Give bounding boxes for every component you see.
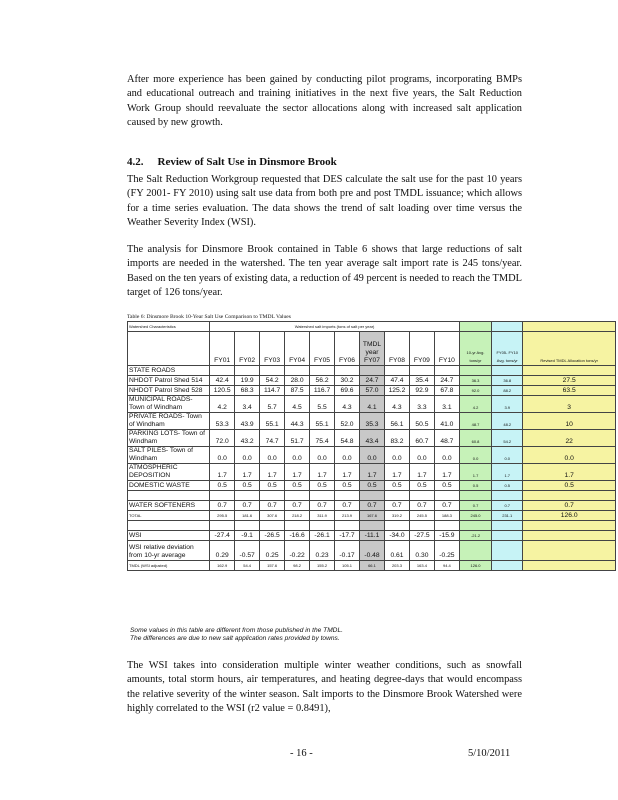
- value-cell: 0.5: [285, 481, 310, 491]
- value-cell: 1.7: [235, 464, 260, 481]
- value-cell: 50.5: [409, 413, 434, 430]
- blank-cell: [523, 531, 616, 541]
- wsi-cell: -27.5: [409, 531, 434, 541]
- wsi-deviation-cell: 0.25: [260, 541, 285, 561]
- blank-cell: [310, 521, 335, 531]
- wsi-cell: -27.4: [210, 531, 235, 541]
- row-label: ATMOSPHERIC DEPOSITION: [128, 464, 210, 481]
- tmdl-adjusted-cell: 94.4: [434, 561, 459, 571]
- total-fy05: 231.1: [492, 511, 523, 521]
- fy05-cell: 0.0: [492, 447, 523, 464]
- value-cell: 47.4: [384, 376, 409, 386]
- page-number: - 16 -: [290, 748, 313, 759]
- value-cell: 41.0: [434, 413, 459, 430]
- avg-cell: 0.0: [459, 447, 491, 464]
- tmdl-adjusted-cell: 66.1: [360, 561, 385, 571]
- value-cell: [210, 491, 235, 501]
- wsi-cell: -9.1: [235, 531, 260, 541]
- wsi-cell: -16.6: [285, 531, 310, 541]
- value-cell: 4.2: [210, 396, 235, 413]
- value-cell: [409, 491, 434, 501]
- value-cell: 1.7: [285, 464, 310, 481]
- fy05-cell: 3.9: [492, 396, 523, 413]
- paragraph-2: The analysis for Dinsmore Brook contained in Table 6 shows that large reductions of salt imports are needed in the watershed. The ten year average salt import rate is 245 tons/year. Based on the ten years of existing data, a reduction of 49 percent is needed to reach the TMDL target of 126 tons/year.: [127, 244, 522, 298]
- value-cell: 57.0: [360, 386, 385, 396]
- wsi-cell: -26.1: [310, 531, 335, 541]
- revised-cell: 0.0: [523, 447, 616, 464]
- value-cell: 0.7: [310, 501, 335, 511]
- tmdl-adjusted-cell: 105.1: [335, 561, 360, 571]
- paragraph-3: The WSI takes into consideration multiple winter weather conditions, such as snowfall amounts, total storm hours, air temperatures, and heating degree-days that would encompass the relative severity of the winter season. Salt imports to the Dinsmore Brook Watershed were highly correlated to the WSI (r2 value = 0.8491),: [127, 660, 522, 714]
- total-cell: 307.6: [260, 511, 285, 521]
- value-cell: 55.1: [310, 413, 335, 430]
- table-note-2: The differences are due to new salt application rates provided by towns.: [130, 635, 340, 642]
- tmdl-adjusted-cell: 162.9: [210, 561, 235, 571]
- value-cell: 0.0: [360, 447, 385, 464]
- value-cell: [409, 366, 434, 376]
- blank-cell: [523, 521, 616, 531]
- revised-cell: 0.5: [523, 481, 616, 491]
- wsi-cell: -26.5: [260, 531, 285, 541]
- value-cell: 1.7: [360, 464, 385, 481]
- row-label: SALT PILES- Town of Windham: [128, 447, 210, 464]
- table-row: [128, 447, 616, 464]
- blank-cell: [128, 521, 210, 531]
- value-cell: [210, 366, 235, 376]
- value-cell: 116.7: [310, 386, 335, 396]
- blank-cell: [210, 521, 235, 531]
- section-title: Review of Salt Use in Dinsmore Brook: [157, 156, 337, 168]
- value-cell: [285, 491, 310, 501]
- value-cell: 92.9: [409, 386, 434, 396]
- wsi-cell: -11.1: [360, 531, 385, 541]
- revised-cell: [523, 366, 616, 376]
- wsi-deviation-cell: 0.23: [310, 541, 335, 561]
- header-year: FY08: [384, 332, 409, 366]
- header-year: FY10: [434, 332, 459, 366]
- wsi-row: [128, 531, 616, 541]
- value-cell: 54.2: [260, 376, 285, 386]
- value-cell: [335, 491, 360, 501]
- value-cell: 5.5: [310, 396, 335, 413]
- value-cell: 0.5: [235, 481, 260, 491]
- blank-cell: [434, 521, 459, 531]
- row-label: PARKING LOTS- Town of Windham: [128, 430, 210, 447]
- row-label: STATE ROADS: [128, 366, 210, 376]
- value-cell: [260, 491, 285, 501]
- blank-cell: [459, 541, 491, 561]
- value-cell: [434, 491, 459, 501]
- value-cell: [335, 366, 360, 376]
- row-label: WATER SOFTENERS: [128, 501, 210, 511]
- paragraph-1: The Salt Reduction Workgroup requested that DES calculate the salt use for the past 10 years (FY 2001- FY 2010) using salt use data from both pre and post TMDL issuance; which allows for a time series evaluation. The data shows the trend of salt loading over time versus the Weather Severity Index (WSI).: [127, 174, 522, 228]
- value-cell: 0.5: [210, 481, 235, 491]
- salt-use-table: [127, 321, 616, 571]
- value-cell: 43.4: [360, 430, 385, 447]
- revised-cell: [523, 491, 616, 501]
- value-cell: 67.8: [434, 386, 459, 396]
- header-revised-allocation: Revised TMDL Allocation tons/yr: [523, 332, 616, 366]
- wsi-deviation-row: [128, 541, 616, 561]
- value-cell: 3.4: [235, 396, 260, 413]
- value-cell: [434, 366, 459, 376]
- tmdl-adjusted-cell: 155.2: [310, 561, 335, 571]
- header-year: FY01: [210, 332, 235, 366]
- value-cell: 35.3: [360, 413, 385, 430]
- table-note-1: Some values in this table are different from those published in the TMDL.: [130, 627, 343, 634]
- table-row: [128, 481, 616, 491]
- wsi-label: WSI: [128, 531, 210, 541]
- revised-cell: 1.7: [523, 464, 616, 481]
- spacer-row: [128, 521, 616, 531]
- wsi-cell: -17.7: [335, 531, 360, 541]
- blank-cell: [335, 521, 360, 531]
- avg-cell: 60.8: [459, 430, 491, 447]
- value-cell: 0.0: [235, 447, 260, 464]
- table-row: [128, 464, 616, 481]
- blank-cell: [409, 521, 434, 531]
- blank-cell: [523, 561, 616, 571]
- value-cell: 0.5: [335, 481, 360, 491]
- value-cell: 69.6: [335, 386, 360, 396]
- value-cell: 125.2: [384, 386, 409, 396]
- row-label: [128, 491, 210, 501]
- tmdl-adjusted-avg: 126.0: [459, 561, 491, 571]
- value-cell: 24.7: [434, 376, 459, 386]
- value-cell: 1.7: [384, 464, 409, 481]
- blank-cell: [235, 521, 260, 531]
- wsi-deviation-cell: 0.30: [409, 541, 434, 561]
- intro-paragraph: After more experience has been gained by conducting pilot programs, incorporating BMPs and educational outreach and training initiatives in the next five years, the Salt Reduction Work Group should reevaluate the sector allocations along with increased salt application caused by new growth.: [127, 74, 522, 128]
- value-cell: [235, 366, 260, 376]
- value-cell: 4.3: [384, 396, 409, 413]
- value-cell: 52.0: [335, 413, 360, 430]
- value-cell: 74.7: [260, 430, 285, 447]
- total-cell: 319.2: [384, 511, 409, 521]
- fy05-cell: 0.5: [492, 481, 523, 491]
- table-caption: Table 6: Dinsmore Brook 10-Year Salt Use Comparison to TMDL Values: [127, 314, 291, 320]
- header-year: FY03: [260, 332, 285, 366]
- table-row: [128, 430, 616, 447]
- header-salt-imports: Watershed salt imports (tons of salt per year): [210, 322, 460, 332]
- total-cell: 181.6: [235, 511, 260, 521]
- value-cell: 83.2: [384, 430, 409, 447]
- section-number: 4.2.: [127, 156, 144, 168]
- wsi-deviation-cell: -0.57: [235, 541, 260, 561]
- value-cell: 114.7: [260, 386, 285, 396]
- header-year: FY02: [235, 332, 260, 366]
- value-cell: 0.0: [285, 447, 310, 464]
- table-notes: [130, 627, 343, 643]
- total-label: TOTAL: [128, 511, 210, 521]
- row-label: NHDOT Patrol Shed 528: [128, 386, 210, 396]
- header-spacer: [459, 322, 491, 332]
- avg-cell: 36.3: [459, 376, 491, 386]
- value-cell: [384, 491, 409, 501]
- value-cell: 30.2: [335, 376, 360, 386]
- table-row: [128, 386, 616, 396]
- value-cell: 0.7: [260, 501, 285, 511]
- header-years-row: [128, 332, 616, 366]
- revised-cell: 0.7: [523, 501, 616, 511]
- value-cell: 24.7: [360, 376, 385, 386]
- revised-cell: 63.5: [523, 386, 616, 396]
- avg-cell: 1.7: [459, 464, 491, 481]
- avg-cell: [459, 366, 491, 376]
- blank-cell: [459, 521, 491, 531]
- fy05-cell: 48.2: [492, 413, 523, 430]
- value-cell: 1.7: [260, 464, 285, 481]
- row-label: DOMESTIC WASTE: [128, 481, 210, 491]
- value-cell: 43.2: [235, 430, 260, 447]
- blank-cell: [260, 521, 285, 531]
- value-cell: 0.7: [285, 501, 310, 511]
- header-year: FY04: [285, 332, 310, 366]
- wsi-cell: -15.9: [434, 531, 459, 541]
- revised-cell: 10: [523, 413, 616, 430]
- value-cell: 4.5: [285, 396, 310, 413]
- total-cell: 213.9: [335, 511, 360, 521]
- tmdl-adjusted-cell: 203.3: [384, 561, 409, 571]
- value-cell: 43.9: [235, 413, 260, 430]
- value-cell: 0.0: [335, 447, 360, 464]
- wsi-avg: -21.2: [459, 531, 491, 541]
- footer-date: 5/10/2011: [468, 748, 511, 759]
- fy05-cell: [492, 366, 523, 376]
- fy05-cell: 54.2: [492, 430, 523, 447]
- fy05-cell: [492, 491, 523, 501]
- value-cell: 1.7: [409, 464, 434, 481]
- fy05-cell: 0.7: [492, 501, 523, 511]
- value-cell: 0.0: [384, 447, 409, 464]
- blank-cell: [492, 541, 523, 561]
- value-cell: 0.7: [360, 501, 385, 511]
- value-cell: 51.7: [285, 430, 310, 447]
- section-heading: [127, 156, 351, 168]
- table-row: [128, 366, 616, 376]
- value-cell: 56.1: [384, 413, 409, 430]
- blank-cell: [285, 521, 310, 531]
- value-cell: 42.4: [210, 376, 235, 386]
- value-cell: 1.7: [210, 464, 235, 481]
- table-row: [128, 491, 616, 501]
- value-cell: 0.0: [310, 447, 335, 464]
- wsi-deviation-cell: -0.48: [360, 541, 385, 561]
- value-cell: 0.5: [384, 481, 409, 491]
- value-cell: 0.0: [260, 447, 285, 464]
- avg-cell: [459, 491, 491, 501]
- header-10yr-avg: 10-yr Avg. tons/yr: [459, 332, 491, 366]
- header-spacer: [523, 322, 616, 332]
- wsi-cell: -34.0: [384, 531, 409, 541]
- value-cell: [285, 366, 310, 376]
- fy05-cell: 88.2: [492, 386, 523, 396]
- value-cell: [360, 491, 385, 501]
- blank-cell: [492, 561, 523, 571]
- total-cell: 218.2: [285, 511, 310, 521]
- blank-cell: [384, 521, 409, 531]
- revised-cell: 3: [523, 396, 616, 413]
- value-cell: 19.9: [235, 376, 260, 386]
- total-cell: 188.3: [434, 511, 459, 521]
- value-cell: 0.0: [210, 447, 235, 464]
- value-cell: 0.5: [409, 481, 434, 491]
- blank-cell: [360, 521, 385, 531]
- value-cell: 0.0: [434, 447, 459, 464]
- table-row: [128, 376, 616, 386]
- blank-cell: [523, 541, 616, 561]
- blank-cell: [492, 521, 523, 531]
- value-cell: 0.0: [409, 447, 434, 464]
- value-cell: 0.7: [210, 501, 235, 511]
- table-row: [128, 396, 616, 413]
- avg-cell: 4.2: [459, 396, 491, 413]
- header-year: FY06: [335, 332, 360, 366]
- avg-cell: 92.0: [459, 386, 491, 396]
- value-cell: 87.5: [285, 386, 310, 396]
- header-year: FY09: [409, 332, 434, 366]
- value-cell: 3.3: [409, 396, 434, 413]
- value-cell: 0.5: [360, 481, 385, 491]
- value-cell: 53.3: [210, 413, 235, 430]
- wsi-deviation-cell: -0.25: [434, 541, 459, 561]
- value-cell: 0.5: [434, 481, 459, 491]
- value-cell: 0.7: [335, 501, 360, 511]
- header-spacer: [492, 322, 523, 332]
- total-cell: 295.5: [210, 511, 235, 521]
- value-cell: 56.2: [310, 376, 335, 386]
- total-cell: 245.5: [409, 511, 434, 521]
- fy05-cell: 36.8: [492, 376, 523, 386]
- header-year: TMDL year FY07: [360, 332, 385, 366]
- value-cell: 0.7: [409, 501, 434, 511]
- value-cell: 75.4: [310, 430, 335, 447]
- value-cell: 35.4: [409, 376, 434, 386]
- avg-cell: 0.7: [459, 501, 491, 511]
- header-blank: [128, 332, 210, 366]
- wsi-deviation-cell: 0.61: [384, 541, 409, 561]
- header-row: [128, 322, 616, 332]
- value-cell: [310, 366, 335, 376]
- table-row: [128, 413, 616, 430]
- value-cell: 0.7: [235, 501, 260, 511]
- row-label: PRIVATE ROADS- Town of Windham: [128, 413, 210, 430]
- wsi-deviation-cell: 0.29: [210, 541, 235, 561]
- value-cell: 3.1: [434, 396, 459, 413]
- total-cell: 167.6: [360, 511, 385, 521]
- value-cell: 0.5: [310, 481, 335, 491]
- value-cell: 120.5: [210, 386, 235, 396]
- value-cell: 68.3: [235, 386, 260, 396]
- tmdl-adjusted-cell: 54.4: [235, 561, 260, 571]
- total-row: [128, 511, 616, 521]
- value-cell: 1.7: [434, 464, 459, 481]
- row-label: MUNICIPAL ROADS- Town of Windham: [128, 396, 210, 413]
- revised-cell: 22: [523, 430, 616, 447]
- wsi-deviation-label: WSI relative deviation from 10-yr average: [128, 541, 210, 561]
- value-cell: 5.7: [260, 396, 285, 413]
- fy05-cell: 1.7: [492, 464, 523, 481]
- blank-cell: [492, 531, 523, 541]
- value-cell: 44.3: [285, 413, 310, 430]
- value-cell: 60.7: [409, 430, 434, 447]
- total-avg: 245.0: [459, 511, 491, 521]
- tmdl-adjusted-cell: 157.6: [260, 561, 285, 571]
- value-cell: 0.7: [434, 501, 459, 511]
- tmdl-adjusted-row: [128, 561, 616, 571]
- value-cell: 4.3: [335, 396, 360, 413]
- wsi-deviation-cell: -0.17: [335, 541, 360, 561]
- value-cell: [384, 366, 409, 376]
- header-watershed-characteristics: Watershed Characteristics: [128, 322, 210, 332]
- tmdl-adjusted-label: TMDL (WSI adjusted): [128, 561, 210, 571]
- value-cell: 0.7: [384, 501, 409, 511]
- value-cell: 4.1: [360, 396, 385, 413]
- avg-cell: 48.7: [459, 413, 491, 430]
- value-cell: 1.7: [310, 464, 335, 481]
- value-cell: [235, 491, 260, 501]
- total-revised: 126.0: [523, 511, 616, 521]
- value-cell: 54.8: [335, 430, 360, 447]
- wsi-deviation-cell: -0.22: [285, 541, 310, 561]
- value-cell: 0.5: [260, 481, 285, 491]
- value-cell: [260, 366, 285, 376]
- revised-cell: 27.5: [523, 376, 616, 386]
- value-cell: 55.1: [260, 413, 285, 430]
- value-cell: [310, 491, 335, 501]
- avg-cell: 0.5: [459, 481, 491, 491]
- value-cell: 48.7: [434, 430, 459, 447]
- value-cell: 28.0: [285, 376, 310, 386]
- total-cell: 311.9: [310, 511, 335, 521]
- value-cell: 1.7: [335, 464, 360, 481]
- value-cell: 72.0: [210, 430, 235, 447]
- value-cell: [360, 366, 385, 376]
- header-year: FY05: [310, 332, 335, 366]
- tmdl-adjusted-cell: 163.4: [409, 561, 434, 571]
- tmdl-adjusted-cell: 98.2: [285, 561, 310, 571]
- row-label: NHDOT Patrol Shed 514: [128, 376, 210, 386]
- header-fy05-avg: FY05- FY10 Avg. tons/yr: [492, 332, 523, 366]
- table-row: [128, 501, 616, 511]
